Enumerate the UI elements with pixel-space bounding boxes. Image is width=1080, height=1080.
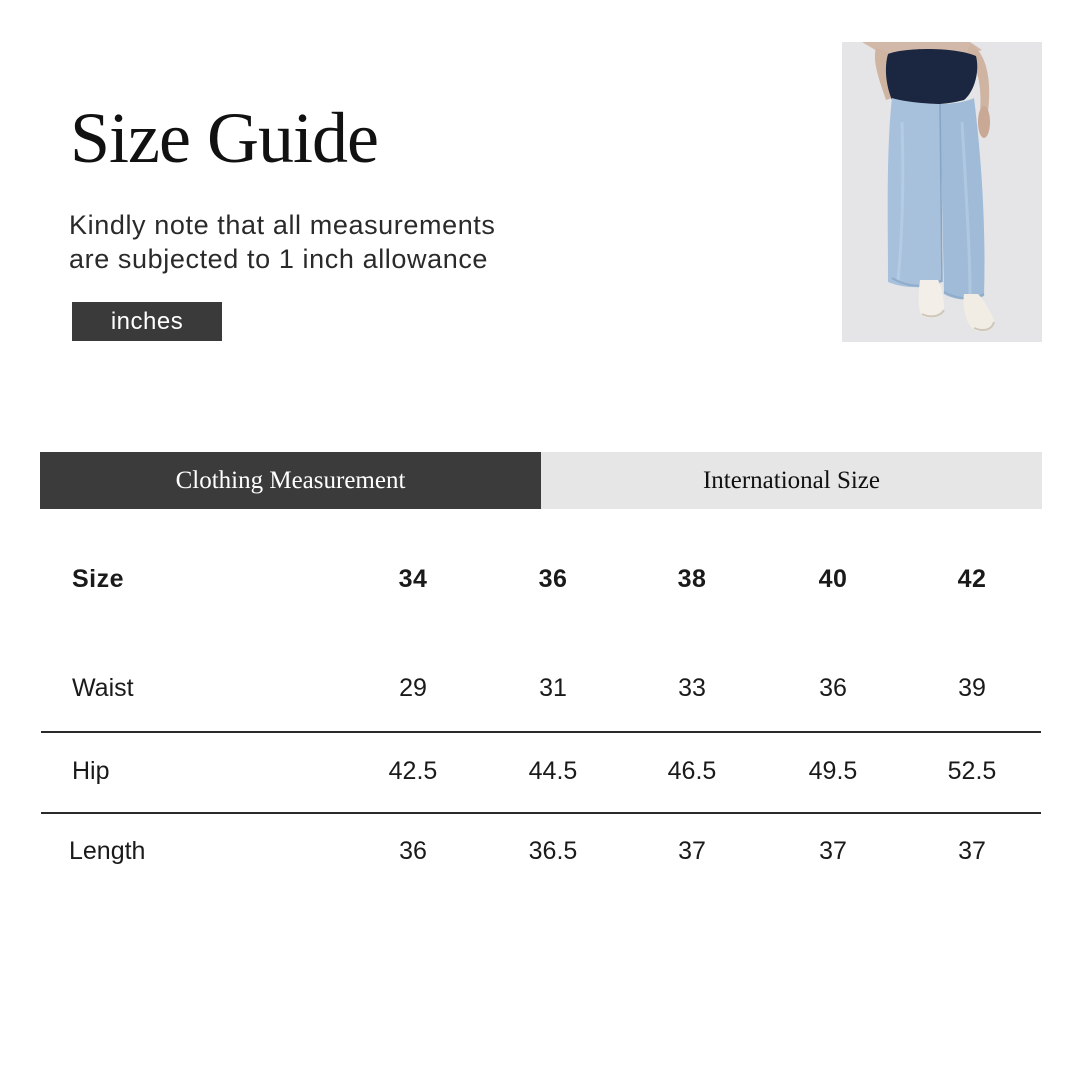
table-cell: 36.5 <box>528 837 578 865</box>
measurement-note <box>69 208 589 276</box>
table-cell: 37 <box>958 837 986 865</box>
table-row-length <box>0 831 1080 871</box>
row-divider <box>41 812 1041 814</box>
row-label-hip: Hip <box>72 757 110 785</box>
size-value: 42 <box>957 565 987 593</box>
row-label-waist: Waist <box>72 674 134 702</box>
table-cell: 52.5 <box>947 757 997 785</box>
note-line-1: Kindly note that all measurements <box>69 210 496 240</box>
table-cell: 31 <box>539 674 567 702</box>
table-cell: 36 <box>819 674 847 702</box>
table-cell: 44.5 <box>528 757 578 785</box>
page-title: Size Guide <box>70 98 378 178</box>
table-cell: 37 <box>819 837 847 865</box>
measurement-tabs <box>40 452 1042 509</box>
product-image <box>842 42 1042 342</box>
row-label-size: Size <box>72 565 125 593</box>
row-label-length: Length <box>69 837 146 865</box>
table-cell: 36 <box>399 837 427 865</box>
size-value: 36 <box>538 565 568 593</box>
row-divider <box>41 731 1041 733</box>
size-value: 38 <box>677 565 707 593</box>
table-cell: 46.5 <box>667 757 717 785</box>
size-header-row <box>0 559 1080 599</box>
table-cell: 37 <box>678 837 706 865</box>
size-value: 34 <box>398 565 428 593</box>
table-cell: 29 <box>399 674 427 702</box>
table-cell: 49.5 <box>808 757 858 785</box>
table-cell: 39 <box>958 674 986 702</box>
table-row-waist <box>0 668 1080 708</box>
table-cell: 33 <box>678 674 706 702</box>
size-value: 40 <box>818 565 848 593</box>
tab-clothing-measurement[interactable]: Clothing Measurement <box>40 452 541 509</box>
note-line-2: are subjected to 1 inch allowance <box>69 244 489 274</box>
unit-badge: inches <box>72 302 222 341</box>
table-cell: 42.5 <box>388 757 438 785</box>
tab-international-size[interactable]: International Size <box>541 452 1042 509</box>
table-row-hip <box>0 751 1080 791</box>
wide-leg-jeans-illustration <box>842 42 1042 342</box>
